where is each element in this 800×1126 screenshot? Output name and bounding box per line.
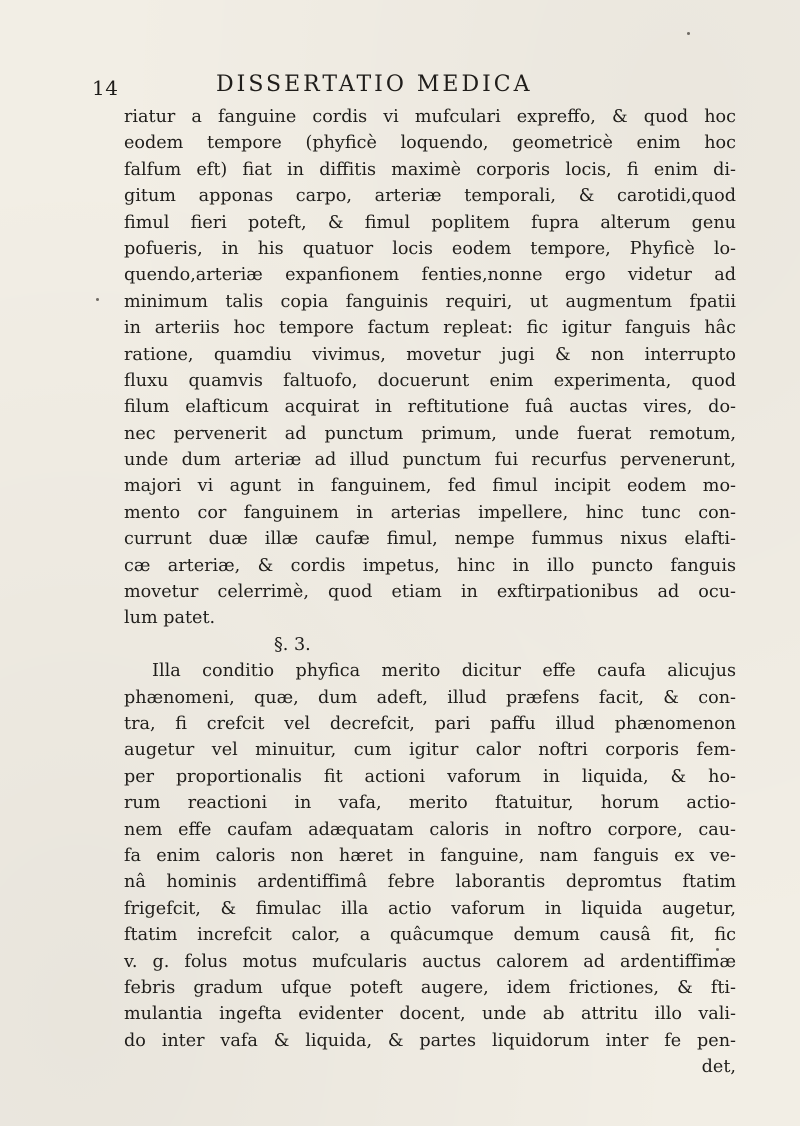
text-line: fimul fieri poteft, & fimul poplitem fupra alterum genu — [124, 212, 736, 233]
text-line: unde dum arteriæ ad illud punctum fui recurfus pervenerunt, — [124, 450, 736, 471]
ink-speck — [687, 32, 690, 35]
text-line: phænomeni, quæ, dum adeft, illud præfens facit, & con- — [124, 687, 736, 708]
catchword: det, — [701, 1057, 736, 1078]
text-line: movetur celerrimè, quod etiam in exftirpationibus ad ocu- — [124, 582, 736, 603]
text-line: fluxu quamvis faltuofo, docuerunt enim experimenta, quod — [124, 370, 736, 391]
text-line: febris gradum ufque poteft augere, idem frictiones, & fti- — [124, 977, 736, 998]
page-header — [92, 72, 706, 102]
text-line: quendo,arteriæ expanfionem fenties,nonne ergo videtur ad — [124, 265, 736, 286]
text-line: minimum talis copia fanguinis requiri, ut augmentum fpatii — [124, 291, 736, 312]
text-line: per proportionalis fit actioni vaforum in liquida, & ho- — [124, 766, 736, 787]
section-number: §. 3. — [274, 634, 311, 655]
text-line: pofueris, in his quatuor locis eodem tempore, Phyficè lo- — [124, 238, 736, 259]
text-line: ftatim increfcit calor, a quâcumque demum causâ fit, fic — [124, 925, 736, 946]
page-number: 14 — [92, 76, 119, 100]
text-line: gitum apponas carpo, arteriæ temporali, & carotidi,quod — [124, 186, 736, 207]
text-line: fa enim caloris non hæret in fanguine, nam fanguis ex ve- — [124, 845, 736, 866]
text-line: currunt duæ illæ caufæ fimul, nempe fummus nixus elafti- — [124, 529, 736, 550]
text-line: nâ hominis ardentiffimâ febre laborantis depromtus ftatim — [124, 872, 736, 893]
ink-speck — [96, 298, 99, 301]
text-line: majori vi agunt in fanguinem, fed fimul incipit eodem mo- — [124, 476, 736, 497]
text-line: in arteriis hoc tempore factum repleat: fic igitur fanguis hâc — [124, 318, 736, 339]
text-line: do inter vafa & liquida, & partes liquidorum inter fe pen- — [124, 1030, 736, 1051]
paragraph-first-line: Illa conditio phyfica merito dicitur effe caufa alicujus — [152, 661, 736, 682]
text-line: riatur a fanguine cordis vi mufculari expreffo, & quod hoc — [124, 107, 736, 127]
text-line: mulantia ingefta evidenter docent, unde ab attritu illo vali- — [124, 1004, 736, 1025]
text-line: frigefcit, & fimulac illa actio vaforum in liquida augetur, — [124, 898, 736, 919]
text-line: mento cor fanguinem in arterias impellere, hinc tunc con- — [124, 502, 736, 523]
text-line: falfum eft) fiat in diffitis maximè corporis locis, fi enim di- — [124, 159, 736, 180]
text-line: ratione, quamdiu vivimus, movetur jugi & non interrupto — [124, 344, 736, 365]
text-line: tra, fi crefcit vel decrefcit, pari paffu illud phænomenon — [124, 713, 736, 734]
body-text — [124, 104, 736, 1080]
text-line: filum elafticum acquirat in reftitutione fuâ auctas vires, do- — [124, 397, 736, 418]
text-line: augetur vel minuitur, cum igitur calor noftri corporis fem- — [124, 740, 736, 761]
text-line: eodem tempore (phyficè loquendo, geometricè enim hoc — [124, 133, 736, 154]
running-head: DISSERTATIO MEDICA — [216, 72, 533, 97]
paragraph-end-line: lum patet. — [124, 608, 216, 629]
ink-speck — [716, 948, 719, 951]
text-line: nem effe caufam adæquatam caloris in noftro corpore, cau- — [124, 819, 736, 840]
text-line: cæ arteriæ, & cordis impetus, hinc in illo puncto fanguis — [124, 555, 736, 576]
text-line: rum reactioni in vafa, merito ftatuitur, horum actio- — [124, 793, 736, 814]
text-line: nec pervenerit ad punctum primum, unde fuerat remotum, — [124, 423, 736, 444]
text-line: v. g. folus motus mufcularis auctus calorem ad ardentiffimæ — [124, 951, 736, 972]
